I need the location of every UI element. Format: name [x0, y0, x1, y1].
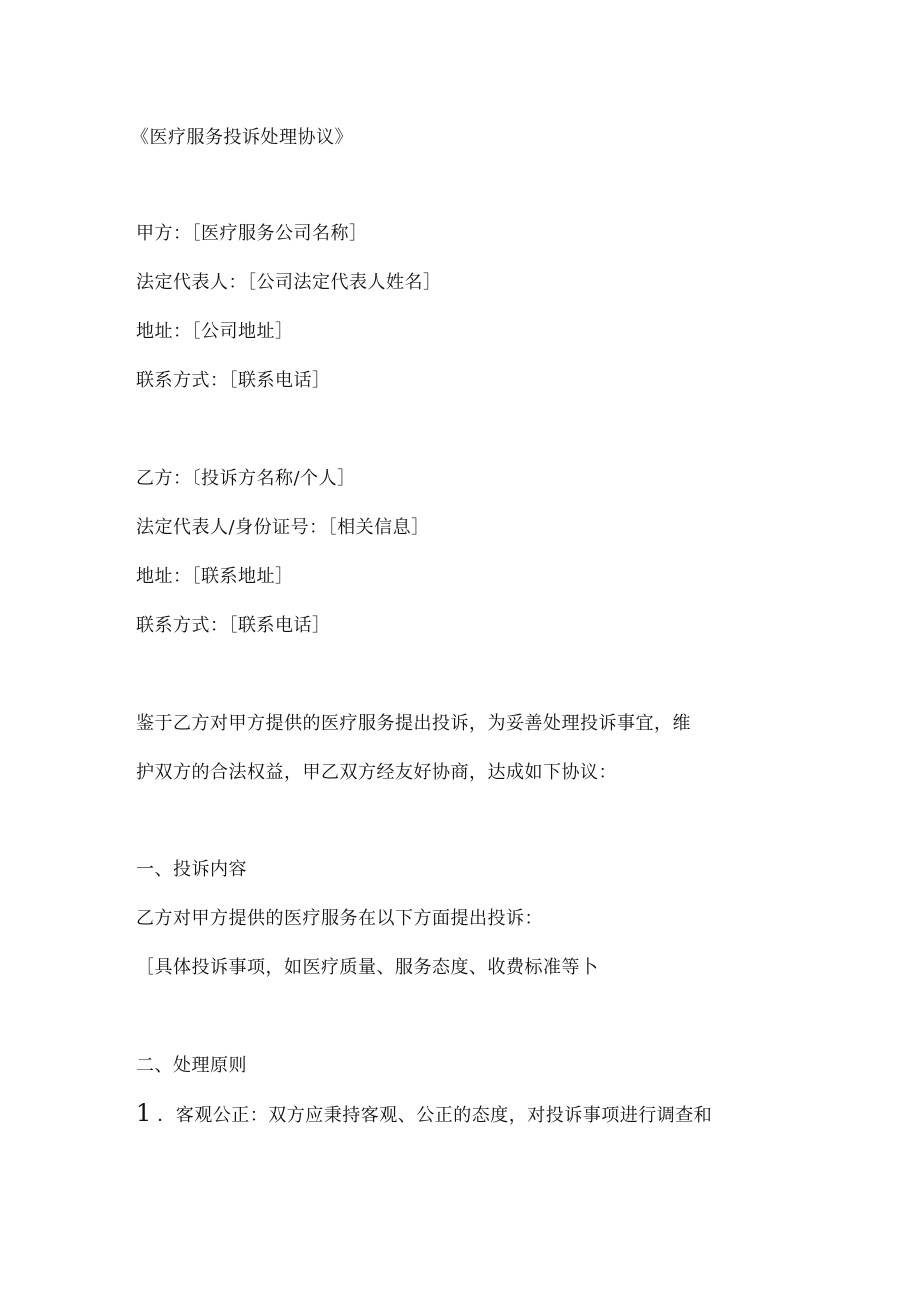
party-b-address: 地址：［联系地址］	[136, 566, 294, 587]
preamble-line-1: 鉴于乙方对甲方提供的医疗服务提出投诉，为妥善处理投诉事宜，维	[136, 713, 691, 734]
party-a-contact: 联系方式：［联系电话］	[136, 370, 331, 391]
party-b-representative: 法定代表人/身份证号：［相关信息］	[136, 517, 430, 538]
item-number: 1	[136, 1099, 152, 1127]
section-1-line-2: ［具体投诉事项，如医疗质量、服务态度、收费标准等卜	[136, 957, 599, 978]
party-a-name: 甲方：［医疗服务公司名称］	[136, 223, 368, 244]
party-b-name: 乙方：〔投诉方名称/个人］	[136, 468, 356, 489]
party-a-representative: 法定代表人：［公司法定代表人姓名］	[136, 272, 442, 293]
section-2-item-1	[136, 1101, 712, 1128]
section-2-heading: 二、处理原则	[136, 1055, 247, 1076]
section-1-heading: 一、投诉内容	[136, 859, 247, 880]
party-b-contact: 联系方式：［联系电话］	[136, 615, 331, 636]
section-1-line-1: 乙方对甲方提供的医疗服务在以下方面提出投诉：	[136, 908, 543, 929]
item-text: ．客观公正：双方应秉持客观、公正的态度，对投诉事项进行调查和	[157, 1105, 713, 1126]
preamble-line-2: 护双方的合法权益，甲乙双方经友好协商，达成如下协议：	[136, 762, 617, 783]
party-a-address: 地址：［公司地址］	[136, 321, 294, 342]
document-title: 《医疗服务投诉处理协议》	[131, 127, 353, 148]
